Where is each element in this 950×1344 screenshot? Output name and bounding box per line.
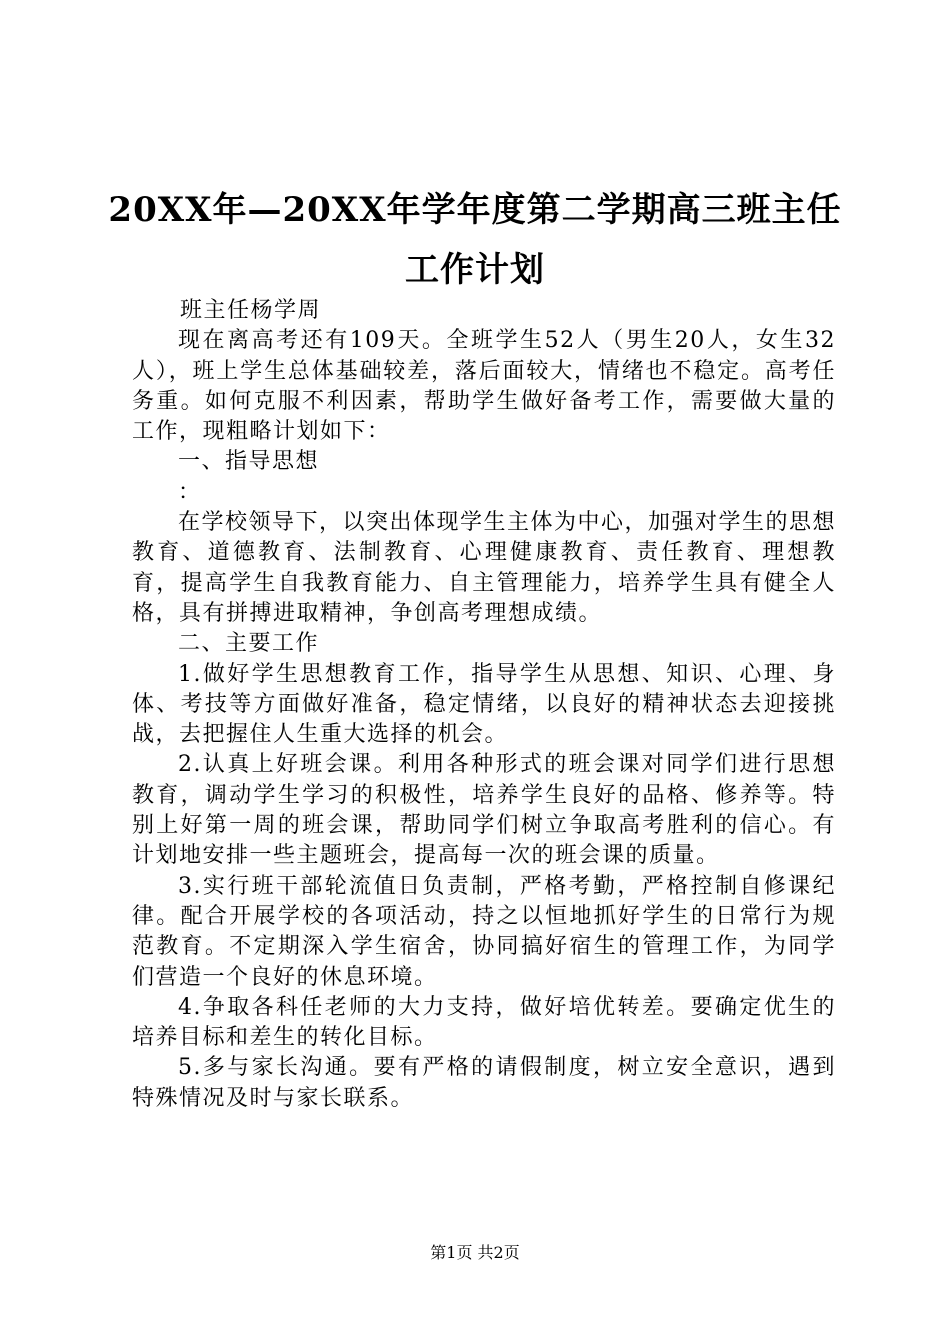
document-title-line-2: 工作计划 bbox=[405, 250, 545, 290]
paragraph-guiding-ideology: 在学校领导下，以突出体现学生主体为中心，加强对学生的思想教育、道德教育、法制教育、心理健康教育、责任教育、理想教育，提高学生自我教育能力、自主管理能力，培养学生具有健全人格，具有拼搏进取精神，争创高考理想成绩。 bbox=[132, 510, 837, 626]
section-heading-guiding-ideology: 一、指导思想 bbox=[178, 449, 320, 475]
page-footer: 第1页 共2页 bbox=[430, 1243, 520, 1262]
document-title-line-1: 20XX年—20XX年学年度第二学期高三班主任 bbox=[108, 190, 842, 230]
colon-line: ： bbox=[178, 479, 202, 505]
paragraph-item-5: 5.多与家长沟通。要有严格的请假制度，树立安全意识，遇到特殊情况及时与家长联系。 bbox=[132, 1055, 836, 1111]
paragraph-item-2: 2.认真上好班会课。利用各种形式的班会课对同学们进行思想教育，调动学生学习的积极性，培养学生良好的品格、修养等。特别上好第一周的班会课，帮助同学们树立争取高考胜利的信心。有计划地安排一些主题班会，提高每一次的班会课的质量。 bbox=[132, 752, 836, 869]
paragraph-intro: 现在离高考还有109天。全班学生52人（男生20人，女生32人），班上学生总体基础较差，落后面较大，情绪也不稳定。高考任务重。如何克服不利因素，帮助学生做好备考工作，需要做大量的工作，现粗略计划如下： bbox=[132, 328, 836, 445]
author-line: 班主任杨学周 bbox=[180, 298, 322, 323]
section-heading-main-work: 二、主要工作 bbox=[178, 631, 320, 657]
document-body bbox=[132, 296, 836, 1114]
paragraph-item-3: 3.实行班干部轮流值日负责制，严格考勤，严格控制自修课纪律。配合开展学校的各项活动，持之以恒地抓好学生的日常行为规范教育。不定期深入学生宿舍，协同搞好宿生的管理工作，为同学们营造一个良好的休息环境。 bbox=[132, 873, 836, 990]
paragraph-item-1: 1.做好学生思想教育工作，指导学生从思想、知识、心理、身体、考技等方面做好准备，稳定情绪，以良好的精神状态去迎接挑战，去把握住人生重大选择的机会。 bbox=[132, 661, 836, 748]
paragraph-item-4: 4.争取各科任老师的大力支持，做好培优转差。要确定优生的培养目标和差生的转化目标。 bbox=[132, 994, 836, 1051]
